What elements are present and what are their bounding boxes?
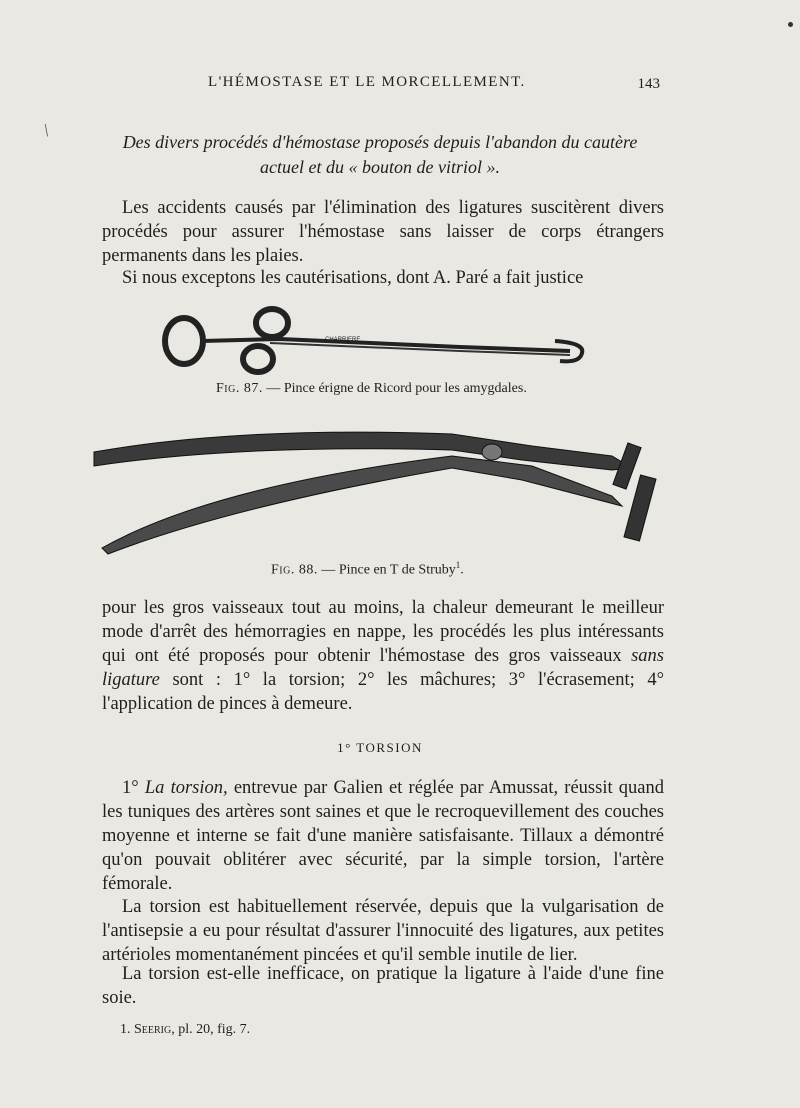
paragraph-cauterisations: Si nous exceptons les cautérisations, dont A. Paré a fait justice — [122, 268, 584, 288]
section-heading-line-2: actuel et du « bouton de vitriol ». — [260, 157, 500, 177]
struby-lower-handle — [102, 456, 622, 554]
paragraph-ligature-accidents: Les accidents causés par l'élimination des ligatures suscitèrent divers procédés pour assurer l'hémostase sans laisser de corps étrangers permanents dans les plaies. — [102, 198, 664, 266]
struby-upper-handle — [94, 432, 632, 470]
paragraph-hemostasis-methods-a: pour les gros vaisseaux tout au moins, la chaleur demeurant le meilleur mode d'arrêt des hémorragies en nappe, les procédés les plus intéressants qui ont été proposés pour obtenir l'hémostase des gros vaisseaux — [102, 598, 664, 666]
struby-t-bar-lower — [624, 475, 656, 541]
figure-87-caption-text: — Pince érigne de Ricord pour les amygdales. — [262, 381, 527, 396]
figure-87-label: Fig. 87. — [216, 381, 263, 396]
page-number: 143 — [637, 76, 660, 92]
torsion-number: 1° — [122, 778, 145, 798]
figure-87-ricord-forceps — [160, 305, 600, 377]
paragraph-torsion-inefficace: La torsion est-elle inefficace, on pratique la ligature à l'aide d'une fine soie. — [102, 964, 664, 1008]
figure-88-caption-period: . — [460, 562, 464, 578]
sans-ligature-emphasis: sans ligature — [102, 646, 664, 690]
forceps-ring-upper — [256, 309, 288, 337]
paragraph-torsion-definition-text: entrevue par Galien et réglée par Amussat, réussit quand les tuniques des artères sont saines et que le recroquevillement des couches moyenne et interne se fait d'une manière satisfaisante. Tillaux a démontré qu'on pouvait oblitérer avec sécurité, par la simple torsion, l'artère fémorale. — [102, 778, 664, 894]
figure-88-caption — [271, 560, 464, 579]
section-heading — [90, 130, 670, 180]
forceps-ring-lower — [243, 346, 273, 372]
paragraph-torsion-reserved: La torsion est habituellement réservée, depuis que la vulgarisation de l'antisepsie a eu pour résultat d'assurer l'innocuité des ligatures, aux petites artérioles momentanément pincées et qu'il semble inutile de lier. — [102, 897, 664, 965]
footnote-number: 1. — [120, 1022, 134, 1037]
forceps-ring-large — [165, 318, 203, 364]
figure-88-label: Fig. 88. — [271, 562, 318, 578]
subheading-torsion: 1° TORSION — [337, 740, 423, 755]
paragraph-hemostasis-methods — [102, 596, 664, 716]
running-header — [100, 74, 660, 100]
struby-pivot-screw — [482, 444, 502, 460]
section-heading-line-1: Des divers procédés d'hémostase proposés depuis l'abandon du cautère — [122, 132, 638, 152]
footnote-author: Seerig — [134, 1022, 172, 1037]
footnote-reference: , pl. 20, fig. 7. — [171, 1022, 251, 1037]
figure-87-caption — [216, 381, 527, 397]
figure-88-footnote-ref: 1 — [455, 560, 461, 570]
running-title: L'HÉMOSTASE ET LE MORCELLEMENT. — [208, 74, 526, 90]
footnote — [120, 1022, 250, 1038]
margin-pencil-mark: / — [39, 120, 54, 140]
corner-spot — [788, 22, 793, 27]
paragraph-hemostasis-methods-b: sont : 1° la torsion; 2° les mâchures; 3° l'écrasement; 4° l'application de pinces à demeure. — [102, 670, 664, 714]
forceps-maker-mark: CHARRIERE — [325, 337, 361, 343]
torsion-emphasis: La torsion, — [144, 778, 228, 798]
figure-88-caption-text: — Pince en T de Struby — [317, 562, 456, 578]
figure-88-struby-forceps — [92, 416, 672, 556]
paragraph-torsion-definition — [102, 776, 664, 896]
